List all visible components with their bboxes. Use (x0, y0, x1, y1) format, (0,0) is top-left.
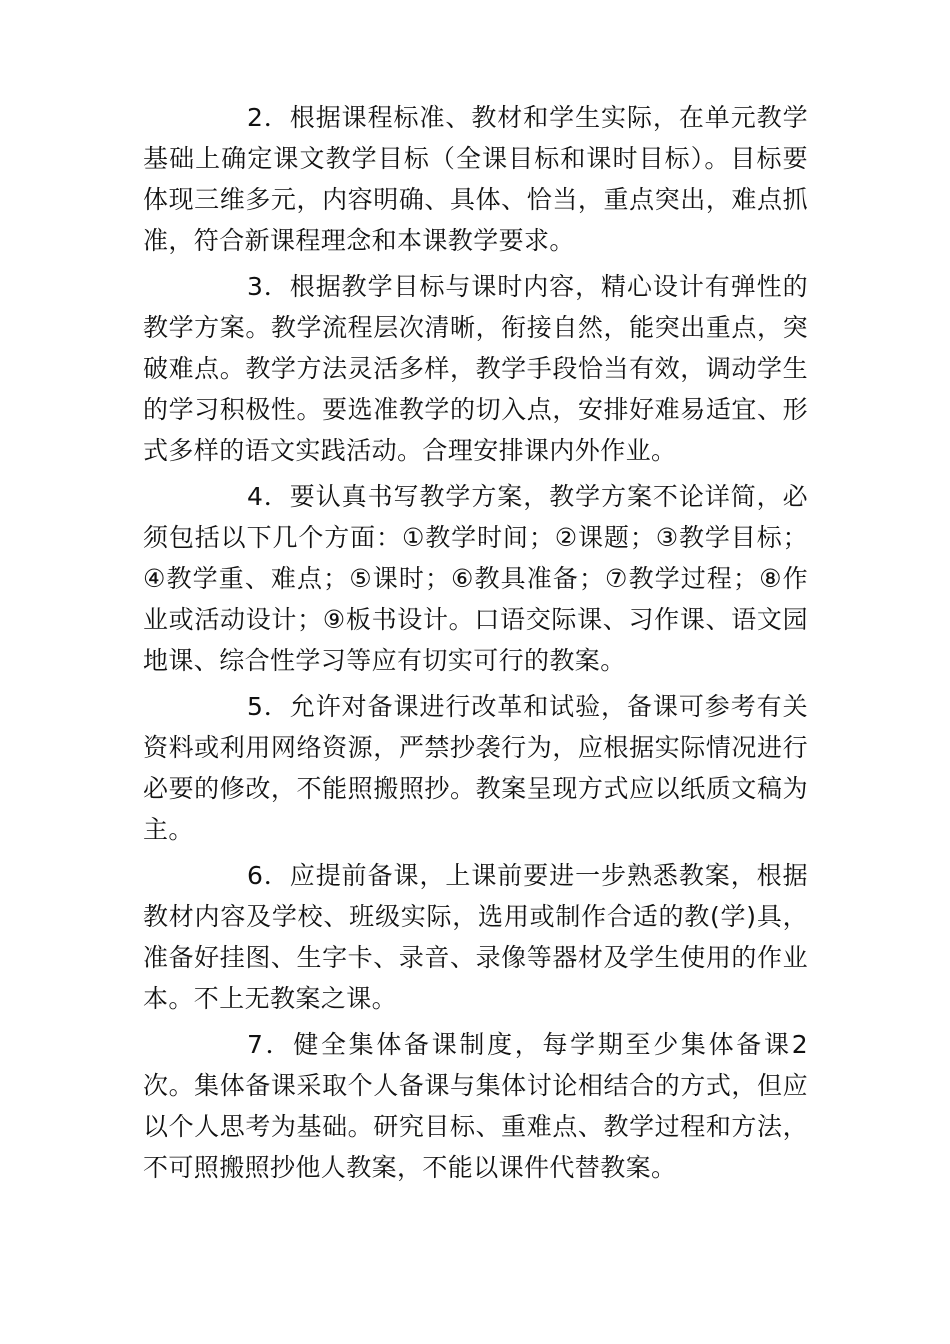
document-body (143, 97, 808, 1193)
paragraph-item-2: 2．根据课程标准、教材和学生实际，在单元教学基础上确定课文教学目标（全课目标和课时目标）。目标要体现三维多元，内容明确、具体、恰当，重点突出，难点抓准，符合新课程理念和本课教学要求。 (143, 103, 808, 255)
paragraph-item-5: 5．允许对备课进行改革和试验，备课可参考有关资料或利用网络资源，严禁抄袭行为，应根据实际情况进行必要的修改，不能照搬照抄。教案呈现方式应以纸质文稿为主。 (143, 692, 808, 844)
paragraph-item-7: 7．健全集体备课制度，每学期至少集体备课2次。集体备课采取个人备课与集体讨论相结合的方式，但应以个人思考为基础。研究目标、重难点、教学过程和方法，不可照搬照抄他人教案，不能以课件代替教案。 (143, 1030, 808, 1182)
paragraph-item-3: 3．根据教学目标与课时内容，精心设计有弹性的教学方案。教学流程层次清晰，衔接自然，能突出重点，突破难点。教学方法灵活多样，教学手段恰当有效，调动学生的学习积极性。要选准教学的切入点，安排好难易适宜、形式多样的语文实践活动。合理安排课内外作业。 (143, 272, 808, 465)
paragraph-item-6: 6．应提前备课，上课前要进一步熟悉教案，根据教材内容及学校、班级实际，选用或制作合适的教(学)具，准备好挂图、生字卡、录音、录像等器材及学生使用的作业本。不上无教案之课。 (143, 861, 808, 1013)
paragraph-item-4: 4．要认真书写教学方案，教学方案不论详简，必须包括以下几个方面：①教学时间；②课题；③教学目标；④教学重、难点；⑤课时；⑥教具准备；⑦教学过程；⑧作业或活动设计；⑨板书设计。口语交际课、习作课、语文园地课、综合性学习等应有切实可行的教案。 (143, 482, 808, 675)
